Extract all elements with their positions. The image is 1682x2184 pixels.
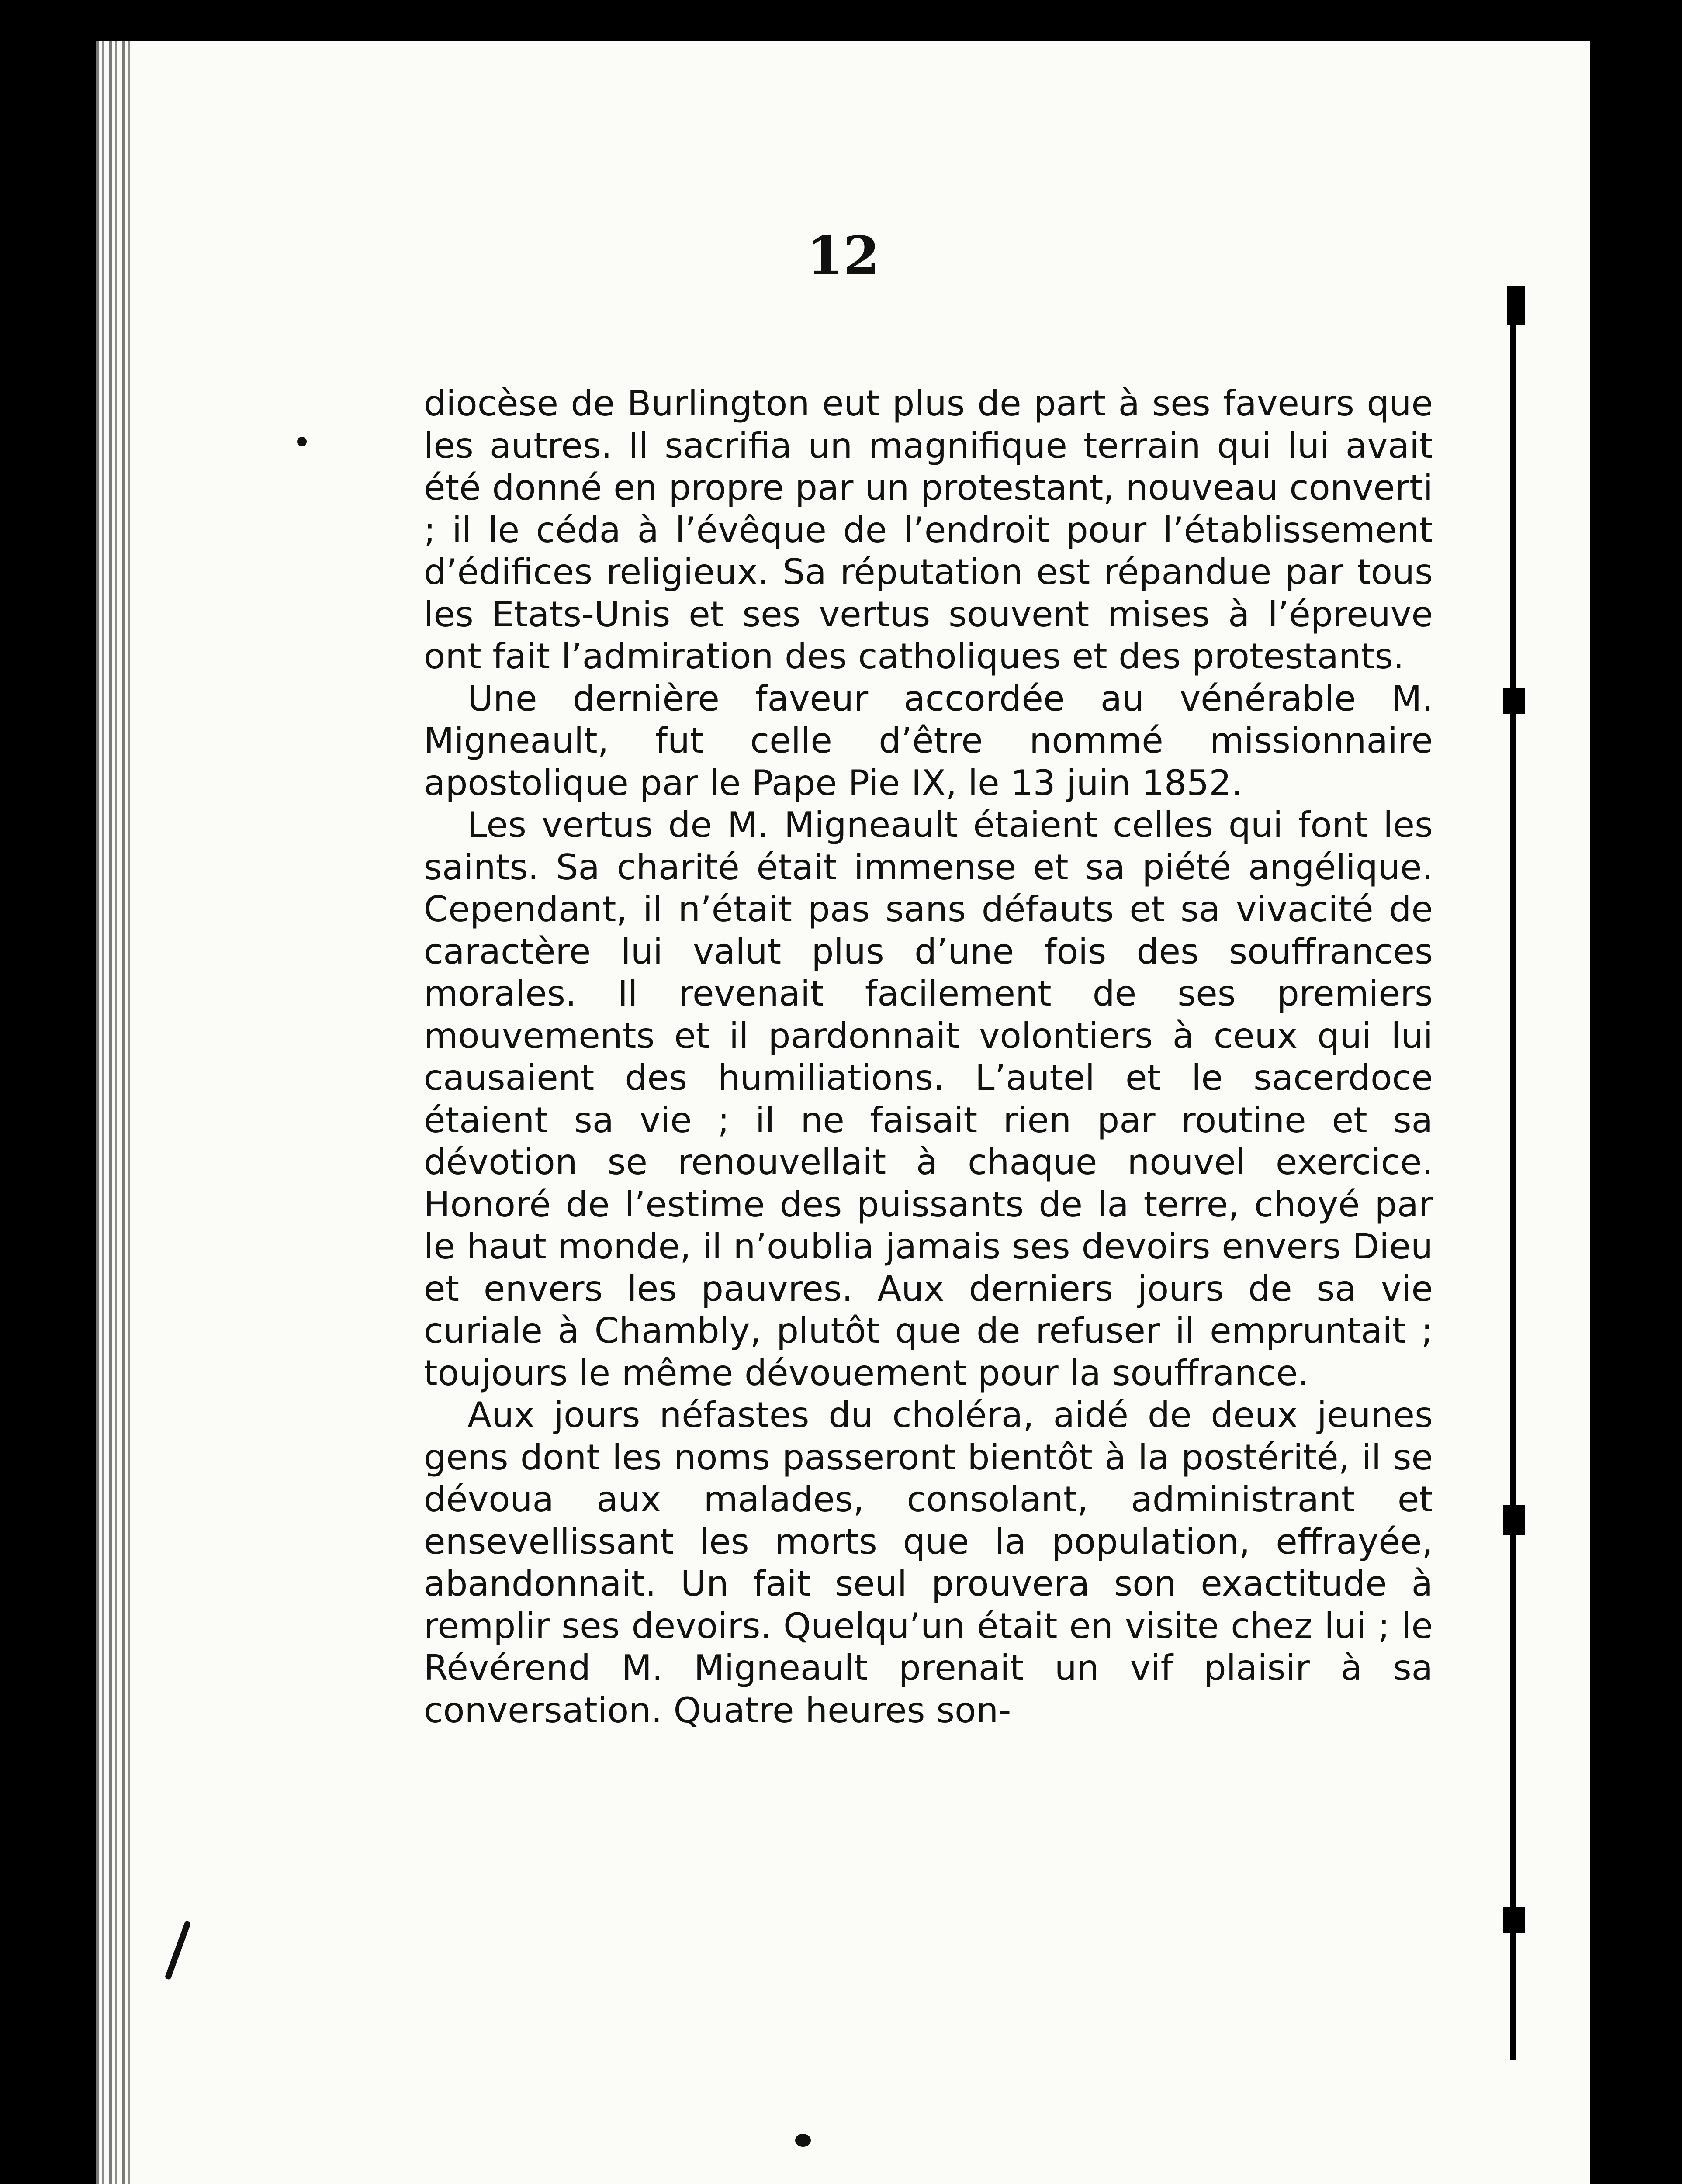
ink-speck [297,437,307,446]
margin-mark [1503,1907,1525,1933]
ink-speck [795,2134,811,2147]
binding-edge [96,41,135,2184]
ink-speck [164,1921,191,1980]
paragraph: Une dernière faveur accordée au vénérable M. Migneault, fut celle d’être nommé missionnaire apostolique par le Pape Pie IX, le 13 juin 1852. [424,677,1433,803]
paragraph: Aux jours néfastes du choléra, aidé de deux jeunes gens dont les noms passeront bientôt à la postérité, il se dévoua aux malades, consolant, administrant et ensevellissant les morts que la population, effrayée, abandonnait. Un fait seul prouvera son exactitude à remplir ses devoirs. Quelqu’un était en visite chez lui ; le Révérend M. Migneault prenait un vif plaisir à sa conversation. Quatre heures son- [424,1394,1433,1731]
margin-mark [1503,688,1525,714]
paragraph: diocèse de Burlington eut plus de part à ses faveurs que les autres. Il sacrifia un magnifique terrain qui lui avait été donné en propre par un protestant, nouveau converti ; il le céda à l’évêque de l’endroit pour l’établissement d’édifices religieux. Sa réputation est répandue par tous les Etats-Unis et ses vertus souvent mises à l’épreuve ont fait l’admiration des catholiques et des protestants. [424,383,1433,677]
margin-bracket-mark [1510,312,1516,2060]
margin-mark [1507,286,1525,325]
margin-mark [1503,1505,1525,1535]
book-page [96,41,1590,2184]
paragraph: Les vertus de M. Migneault étaient celles qui font les saints. Sa charité était immense et sa piété angélique. Cependant, il n’était pas sans défauts et sa vivacité de caractère lui valut plus d’une fois des souffrances morales. Il revenait facilement de ses premiers mouvements et il pardonnait volontiers à ceux qui lui causaient des humiliations. L’autel et le sacerdoce étaient sa vie ; il ne faisait rien par routine et sa dévotion se renouvellait à chaque nouvel exercice. Honoré de l’estime des puissants de la terre, choyé par le haut monde, il n’oublia jamais ses devoirs envers Dieu et envers les pauvres. Aux derniers jours de sa vie curiale à Chambly, plutôt que de refuser il empruntait ; toujours le même dévouement pour la souffrance. [424,804,1433,1393]
page-number: 12 [806,225,880,287]
body-text [424,382,1433,1731]
